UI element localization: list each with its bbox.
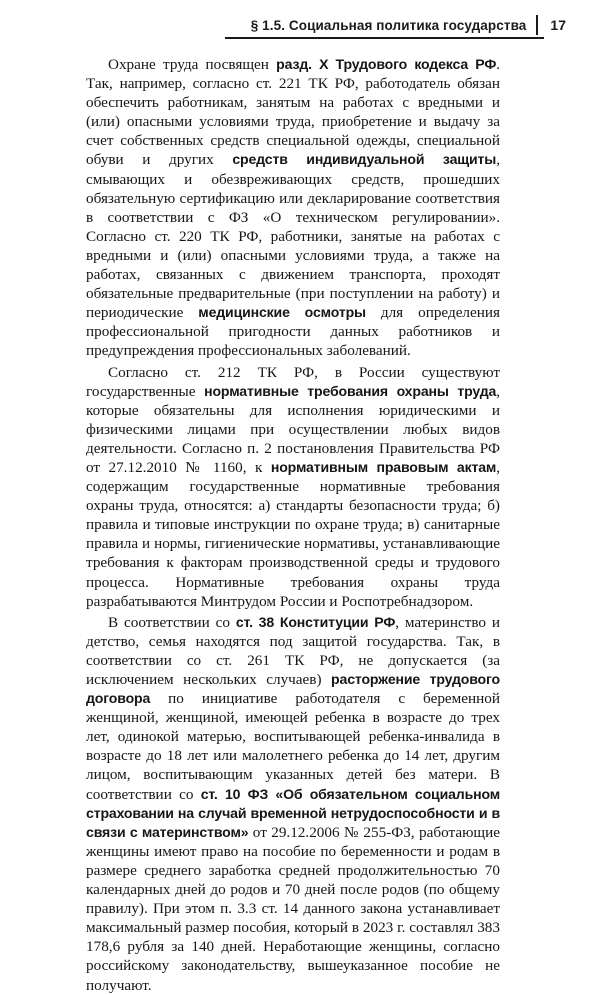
paragraph <box>86 55 500 361</box>
text-run: , материнство и детство, семья находятся под защитой государства. Так, в соответствии со ст. 261 ТК РФ, не допускается (за исключением нескольких случаев) <box>86 613 501 688</box>
running-header <box>251 12 572 38</box>
header-divider <box>536 15 538 35</box>
text-run: В соответствии со <box>108 613 236 631</box>
text-run: от 29.12.2006 № 255-ФЗ, работающие женщины имеют право на пособие по беременности и родам в размере среднего заработка средней продолжительностью 70 календарных дней до родов и 70 дней после родов (по общему правилу). При этом п. 3.3 ст. 14 данного закона устанавливает максимальный размер пособия, который в 2023 г. составлял 383 178,6 рубля за 140 дней. Неработающие женщины, согласно российскому законодательству, вышеуказанное пособие не получают. <box>86 823 500 994</box>
body-text <box>86 55 500 995</box>
bold-term: средств индивидуальной защиты <box>232 151 497 168</box>
bold-term: расторжение трудового договора <box>86 671 500 707</box>
text-run: Охране труда посвящен <box>108 56 277 73</box>
bold-term: нормативные требования охраны труда <box>204 382 497 399</box>
bold-term: разд. X Трудового кодекса РФ <box>276 56 497 72</box>
bold-term: ст. 10 ФЗ «Об обязательном социальном страховании на случай временной нетрудоспособности и в связи с материнством» <box>86 785 500 840</box>
section-title: § 1.5. Социальная политика государства <box>250 17 527 33</box>
text-run: для определения профессиональной пригодности данных работников и предупреждения профессиональных заболеваний. <box>86 304 500 360</box>
text-run: по инициативе работодателя с беременной женщиной, женщиной, имеющей ребенка в возрасте до трех лет, одинокой матерью, воспитывающей ребенка-инвалида в возрасте до 18 лет или малолетнего ребенка до 14 лет, другим лицом, воспитывающим указанных детей без матери. В соответствии со <box>86 690 500 803</box>
text-run: , смывающих и обезвреживающих средств, прошедших обязательную сертификацию или декларирование соответствия в соответствии с ФЗ «О техническом регулировании». Согласно ст. 220 ТК РФ, работники, занятые на работах с вредными и (или) опасными условиями труда, а также на работах, связанных с движением транспорта, проходят обязательные предварительные (при поступлении на работу) и периодические <box>86 151 500 322</box>
header-rule <box>225 37 544 39</box>
page-number: 17 <box>550 17 566 33</box>
bold-term: ст. 38 Конституции РФ <box>235 613 396 630</box>
text-run: Согласно ст. 212 ТК РФ, в России существуют государственные <box>86 363 500 400</box>
text-run: , которые обязательны для исполнения юридическими и физическими лицами при осуществлении любых видов деятельности. Согласно п. 2 постановления Правительства РФ от 27.12.2010 № 1160, к <box>86 382 500 476</box>
paragraph <box>86 363 500 611</box>
paragraph <box>86 613 500 995</box>
bold-term: медицинские осмотры <box>198 304 366 321</box>
text-run: , содержащим государственные нормативные требования охраны труда, относятся: а) стандарты безопасности труда; б) правила и типовые инструкции по охране труда; в) санитарные правила и нормы, гигиенические нормативы, устанавливающие требования к факторам производственной среды и трудового процесса. Нормативные требования охраны труда разрабатываются Минтрудом России и Роспотребнадзором. <box>86 458 500 610</box>
text-run: . Так, например, согласно ст. 221 ТК РФ, работодатель обязан обеспечить работникам, занятым на работах с вредными и (или) опасными условиями труда, приобретение и выдачу за счет собственных средств специальной одежды, специальной обуви и других <box>86 56 500 169</box>
bold-term: нормативным правовым актам <box>270 458 497 475</box>
